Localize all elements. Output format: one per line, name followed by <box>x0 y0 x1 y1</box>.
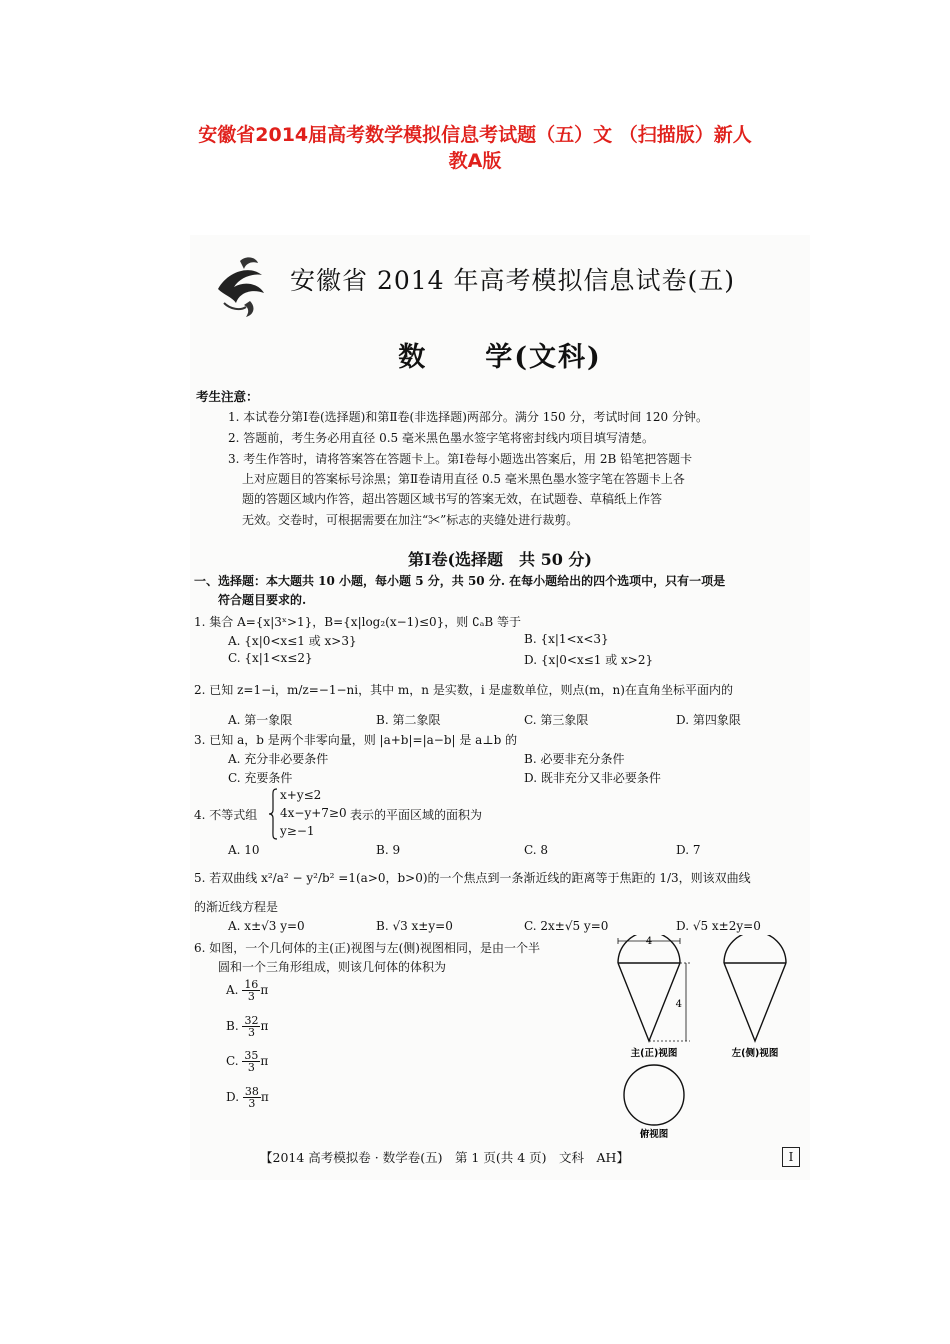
question-6-option-a <box>226 979 268 1002</box>
question-5-option-c: C. 2x±√5 y=0 <box>524 919 609 933</box>
document-title <box>120 122 830 174</box>
question-4-option-c: C. 8 <box>524 843 549 857</box>
option-b-letter: B. <box>226 1019 239 1033</box>
question-5-option-b: B. √3 x±y=0 <box>376 919 453 933</box>
question-4-system-line-2: 4x−y+7≥0 <box>280 806 347 820</box>
question-3-option-c: C. 充要条件 <box>228 771 293 785</box>
option-d-letter: D. <box>226 1090 240 1104</box>
question-4-option-b: B. 9 <box>376 843 401 857</box>
top-view-label: 俯视图 <box>639 1129 669 1140</box>
question-6-option-c <box>226 1050 268 1073</box>
question-2-option-a: A. 第一象限 <box>228 713 293 727</box>
question-4-system-line-1: x+y≤2 <box>280 788 322 802</box>
section-intro-line-1: 一、选择题：本大题共 10 小题，每小题 5 分，共 50 分. 在每小题给出的四个选项中，只有一项是 <box>194 574 726 588</box>
question-4-option-a: A. 10 <box>228 843 260 857</box>
question-6-option-d <box>226 1086 269 1109</box>
system-brace-icon <box>268 788 278 840</box>
option-d-pi: π <box>260 1090 269 1104</box>
document-title-line-1: 安徽省2014届高考数学模拟信息考试题（五）文 （扫描版）新人 <box>198 124 752 146</box>
front-view-label: 主(正)视图 <box>630 1048 678 1059</box>
option-a-fraction <box>242 979 260 1002</box>
option-d-denominator: 3 <box>248 1097 256 1110</box>
side-view <box>724 935 786 1041</box>
question-2-stem: 2. 已知 z=1−i，m/z=−1−ni，其中 m，n 是实数，i 是虚数单位，则点(m，n)在直角坐标平面内的 <box>194 683 733 697</box>
exam-logo-icon <box>210 251 280 321</box>
option-c-denominator: 3 <box>247 1061 255 1074</box>
option-c-letter: C. <box>226 1054 239 1068</box>
option-a-letter: A. <box>226 983 239 997</box>
notice-line-2: 2. 答题前，考生务必用直径 0.5 毫米黑色墨水签字笔将密封线内项目填写清楚。 <box>228 431 654 445</box>
scanned-exam-page <box>190 235 810 1180</box>
notice-line-4: 上对应题目的答案标号涂黑；第Ⅱ卷请用直径 0.5 毫米黑色墨水签字笔在答题卡上各 <box>242 472 685 486</box>
document-title-line-2: 教A版 <box>448 150 502 172</box>
dimension-height-label: 4 <box>675 999 682 1010</box>
question-3-option-b: B. 必要非充分条件 <box>524 752 625 766</box>
question-6-stem: 6. 如图，一个几何体的主(正)视图与左(侧)视图相同，是由一个半 <box>194 941 540 955</box>
notice-title: 考生注意： <box>196 389 259 404</box>
question-6-option-b <box>226 1015 268 1038</box>
question-4-option-d: D. 7 <box>676 843 701 857</box>
question-4-system-line-3: y≥−1 <box>280 824 315 838</box>
option-a-pi: π <box>260 983 269 997</box>
option-c-pi: π <box>260 1054 269 1068</box>
three-view-figure <box>610 935 810 1140</box>
notice-line-5: 题的答题区域内作答，超出答题区域书写的答案无效，在试题卷、草稿纸上作答 <box>242 492 663 506</box>
question-4-stem-prefix: 4. 不等式组 <box>194 808 258 822</box>
top-view <box>624 1065 684 1125</box>
question-2-option-b: B. 第二象限 <box>376 713 441 727</box>
question-5-option-d: D. √5 x±2y=0 <box>676 919 761 933</box>
question-1-stem: 1. 集合 A={x|3ˣ>1}，B={x|log₂(x−1)≤0}，则 ∁ₐB 等于 <box>194 615 522 629</box>
option-b-denominator: 3 <box>247 1026 255 1039</box>
option-b-pi: π <box>260 1019 269 1033</box>
page-mark: I <box>782 1147 800 1167</box>
section-intro-line-2: 符合题目要求的. <box>218 593 307 607</box>
question-3-option-d: D. 既非充分又非必要条件 <box>524 771 661 785</box>
question-1-option-b: B. {x|1<x<3} <box>524 632 609 646</box>
option-a-numerator: 16 <box>244 978 259 991</box>
question-3-option-a: A. 充分非必要条件 <box>228 752 329 766</box>
question-2-option-d: D. 第四象限 <box>676 713 741 727</box>
notice-line-1: 1. 本试卷分第Ⅰ卷(选择题)和第Ⅱ卷(非选择题)两部分。满分 150 分，考试时间 120 分钟。 <box>228 410 708 424</box>
dimension-width-label: 4 <box>645 936 653 947</box>
question-4-stem-suffix: 表示的平面区域的面积为 <box>350 808 483 822</box>
question-3-stem: 3. 已知 a，b 是两个非零向量，则 |a+b|=|a−b| 是 a⊥b 的 <box>194 733 518 747</box>
question-1-option-d: D. {x|0<x≤1 或 x>2} <box>524 653 654 667</box>
option-d-fraction <box>243 1086 261 1109</box>
question-5-stem-2: 的渐近线方程是 <box>194 900 279 914</box>
question-5-stem: 5. 若双曲线 x²/a² − y²/b² =1(a>0，b>0)的一个焦点到一条渐近线的距离等于焦距的 1/3，则该双曲线 <box>194 871 751 885</box>
side-view-label: 左(侧)视图 <box>731 1048 779 1059</box>
notice-line-3: 3. 考生作答时，请将答案答在答题卡上。第Ⅰ卷每小题选出答案后，用 2B 铅笔把答题卡 <box>228 452 693 466</box>
option-a-denominator: 3 <box>247 990 255 1003</box>
option-c-fraction <box>242 1050 260 1073</box>
front-view <box>618 935 680 1041</box>
section-title: 第Ⅰ卷(选择题 共 50 分) <box>407 550 593 569</box>
option-b-fraction <box>242 1015 260 1038</box>
exam-header-title: 安徽省 2014 年高考模拟信息试卷(五) <box>290 266 736 295</box>
option-c-numerator: 35 <box>244 1049 259 1062</box>
exam-subject: 数 学(文科) <box>398 342 602 373</box>
question-5-option-a: A. x±√3 y=0 <box>228 919 305 933</box>
question-1-option-c: C. {x|1<x≤2} <box>228 651 313 665</box>
question-1-option-a: A. {x|0<x≤1 或 x>3} <box>228 634 357 648</box>
option-d-numerator: 38 <box>244 1085 259 1098</box>
question-2-option-c: C. 第三象限 <box>524 713 589 727</box>
page-footer: 【2014 高考模拟卷 · 数学卷(五) 第 1 页(共 4 页) 文科 AH】 <box>260 1150 629 1165</box>
option-b-numerator: 32 <box>244 1014 259 1027</box>
question-6-stem-2: 圆和一个三角形组成，则该几何体的体积为 <box>218 960 447 974</box>
notice-line-6: 无效。交卷时，可根据需要在加注“✂”标志的夹缝处进行裁剪。 <box>242 513 579 527</box>
